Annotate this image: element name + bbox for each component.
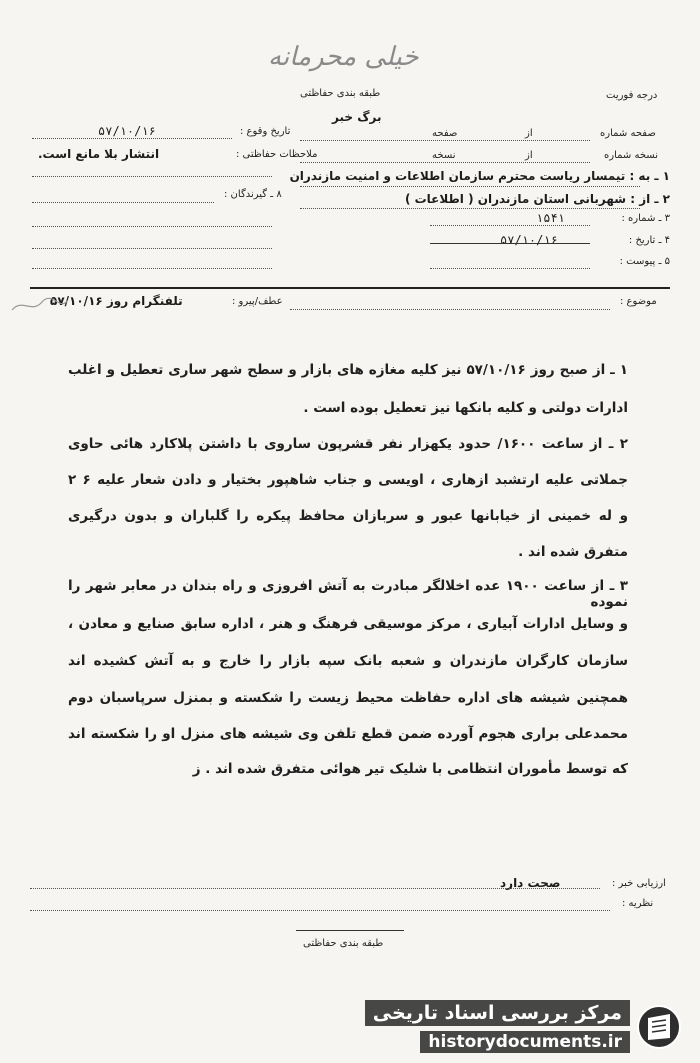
body-line-3: ۲ ـ از ساعت ۱۶۰۰/ حدود یکهزار نفر قشرپون ساروی با داشتن پلاکارد هائی حاوی <box>68 436 629 452</box>
to-line: ۱ ـ به : تیمسار ریاست محترم سازمان اطلاعات و امنیت مازندران <box>289 169 670 183</box>
opinion-line <box>30 910 610 911</box>
notes-line <box>32 176 272 177</box>
recipients-line-4 <box>32 268 272 269</box>
classification-top: طبقه بندی حفاظتی <box>300 88 381 99</box>
subject-line <box>290 309 610 310</box>
date-strikeline <box>430 243 590 244</box>
body-line-6: متفرق شده اند . <box>518 544 628 560</box>
evaluation-label: ارزیابی خبر : <box>612 878 666 889</box>
body-line-1: ۱ ـ از صبح روز ۵۷/۱۰/۱۶ نیز کلیه مغازه های بازار و سطح شهر ساری تعطیل و اغلب <box>68 362 628 378</box>
copy-num-label: نسخه شماره <box>604 150 658 161</box>
page-num-label: صفحه شماره <box>600 128 656 139</box>
evaluation-value: صحت دارد <box>500 876 561 890</box>
reference-scribble <box>10 296 70 316</box>
notes-label: ملاحظات حفاظتی : <box>236 149 318 160</box>
opinion-label: نظریه : <box>622 898 654 909</box>
classification-bottom: طبقه بندی حفاظتی <box>303 938 384 949</box>
copy-label: نسخه <box>432 150 456 161</box>
number-line <box>430 225 590 226</box>
body-line-5: و له خمینی از خیابانها عبور و سربازان محافظ پیکره را گلباران و بدون درگیری <box>68 508 628 524</box>
page-label: صفحه <box>432 128 458 139</box>
body-line-10: همچنین شیشه های اداره حفاظت محیط زیست را شکسته و بمنزل سرپاسبان دوم <box>68 690 628 706</box>
evaluation-line <box>30 888 600 889</box>
recipients-line-1 <box>32 202 214 203</box>
form-title: برگ خبر <box>332 110 382 124</box>
attachment-line <box>430 268 590 269</box>
recipients-line-2 <box>32 226 272 227</box>
attachment-label: ۵ ـ پیوست : <box>619 256 670 267</box>
archive-logo-icon <box>636 1004 682 1050</box>
to-underline <box>300 186 640 187</box>
body-line-9: سازمان کارگران مازندران و شعبه بانک سپه بازار را خارج و به آتش کشیده اند <box>68 653 628 669</box>
page-of-label: از <box>525 128 533 139</box>
handwritten-classification: خیلی محرمانه <box>268 42 419 72</box>
watermark-title: مرکز بررسی اسناد تاریخی <box>365 1000 630 1026</box>
number-label: ۳ ـ شماره : <box>621 213 670 224</box>
from-underline <box>300 208 640 209</box>
body-line-4: جملاتی علیه ارتشبد ازهاری ، اویسی و جناب شاهپور بختیار و دادن شعار علیه ۶ ۲ <box>68 472 629 488</box>
event-date-value: ۵۷/۱۰/۱۶ <box>98 124 156 138</box>
notes-value: انتشار بلا مانع است. <box>38 147 160 161</box>
body-line-11: محمدعلی براری هجوم آورده ضمن قطع تلفن وی شیشه های منزل او را شکسته اند <box>68 726 628 742</box>
copy-num-line <box>300 162 590 163</box>
body-line-8: و وسایل ادارات آبیاری ، مرکز موسیقی فرهنگ و هنر ، اداره سابق صنایع و معادن ، <box>68 616 628 632</box>
watermark <box>0 990 700 1063</box>
recipients-label: ۸ ـ گیرندگان : <box>224 189 282 200</box>
event-date-line <box>32 138 232 139</box>
footer-divider <box>296 930 404 931</box>
body-line-7: ۳ ـ از ساعت ۱۹۰۰ عده اخلالگر مبادرت به آتش افروزی و راه بندان در معابر شهر را نموده <box>68 578 628 610</box>
page-num-line <box>300 140 590 141</box>
recipients-line-3 <box>32 248 272 249</box>
priority-label: درجه فوریت <box>606 90 658 101</box>
date-label: ۴ ـ تاریخ : <box>628 235 670 246</box>
reference-label: عطف/پیرو : <box>232 296 283 307</box>
header-divider <box>30 287 670 289</box>
watermark-url: historydocuments.ir <box>420 1031 630 1053</box>
body-line-12: که توسط مأموران انتظامی با شلیک تیر هوائی متفرق شده اند . ز <box>192 761 628 777</box>
copy-of-label: از <box>525 150 533 161</box>
body-line-2: ادارات دولتی و کلیه بانکها نیز تعطیل بوده است . <box>303 400 628 416</box>
event-date-label: تاریخ وقوع : <box>240 126 291 137</box>
reference-value: تلفنگرام روز ۵۷/۱۰/۱۶ <box>50 294 183 308</box>
number-value: ۱۵۴۱ <box>536 211 565 225</box>
subject-label: موضوع : <box>620 296 657 307</box>
from-line: ۲ ـ از : شهربانی استان مازندران ( اطلاعات ) <box>404 192 670 206</box>
date-value: ۵۷/۱۰/۱۶ <box>500 233 558 247</box>
